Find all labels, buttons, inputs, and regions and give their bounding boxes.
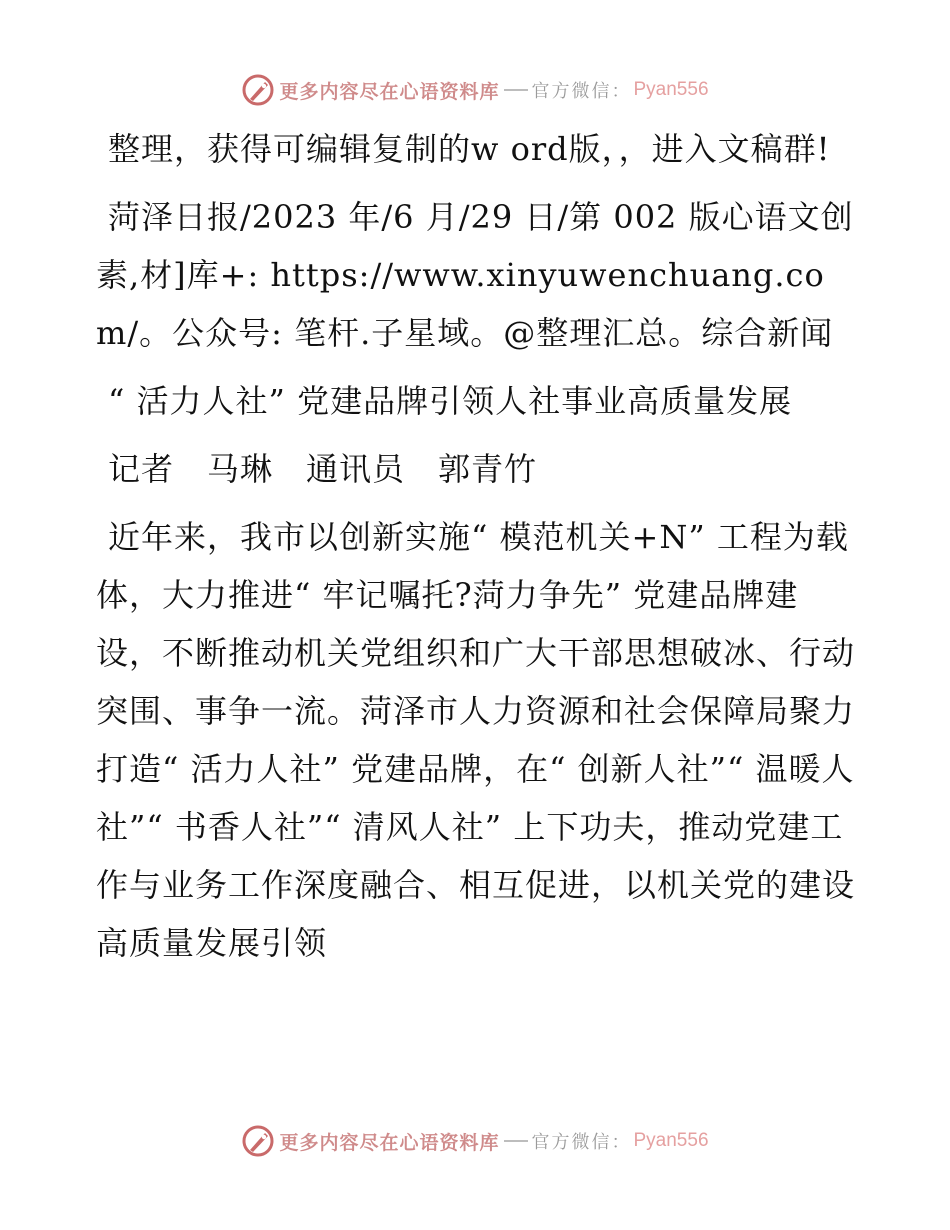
banner-dash <box>504 1140 528 1142</box>
article-title: “ 活力人社” 党建品牌引领人社事业高质量发展 <box>108 382 793 420</box>
pen-logo-icon <box>241 1124 275 1158</box>
intro-note: 整理，获得可编辑复制的w ord版，，进入文稿群! <box>108 130 831 168</box>
wechat-label: 官方微信： <box>531 81 632 102</box>
wechat-id: Pyan556 <box>633 1130 709 1151</box>
banner-text: 更多内容尽在心语资料库 <box>279 1131 500 1154</box>
banner-dash <box>504 89 528 91</box>
source-line: 菏泽日报/2023 年/6 月/29 日/第 002 版心语文创素,材]库+: https://www.xinyuwenchuang.com/。公众号: 笔杆.子星域。@整理汇总。综合新闻 <box>96 198 854 352</box>
wechat-label: 官方微信： <box>531 1132 632 1153</box>
header-banner <box>0 70 950 110</box>
banner-text: 更多内容尽在心语资料库 <box>279 80 500 103</box>
article-body: 近年来，我市以创新实施“ 模范机关+N” 工程为载体，大力推进“ 牢记嘱托?菏力争先” 党建品牌建设，不断推动机关党组织和广大干部思想破冰、行动突围、事争一流。菏泽市人力资源和社会保障局聚力打造“ 活力人社” 党建品牌，在“ 创新人社”“ 温暖人社”“ 书香人社”“ 清风人社” 上下功夫，推动党建工作与业务工作深度融合、相互促进，以机关党的建设高质量发展引领 <box>96 518 856 962</box>
pen-logo-icon <box>241 73 275 107</box>
document-body <box>96 120 856 982</box>
footer-banner <box>0 1121 950 1161</box>
byline: 记者 马琳 通讯员 郭青竹 <box>108 450 538 488</box>
wechat-id: Pyan556 <box>633 79 709 100</box>
